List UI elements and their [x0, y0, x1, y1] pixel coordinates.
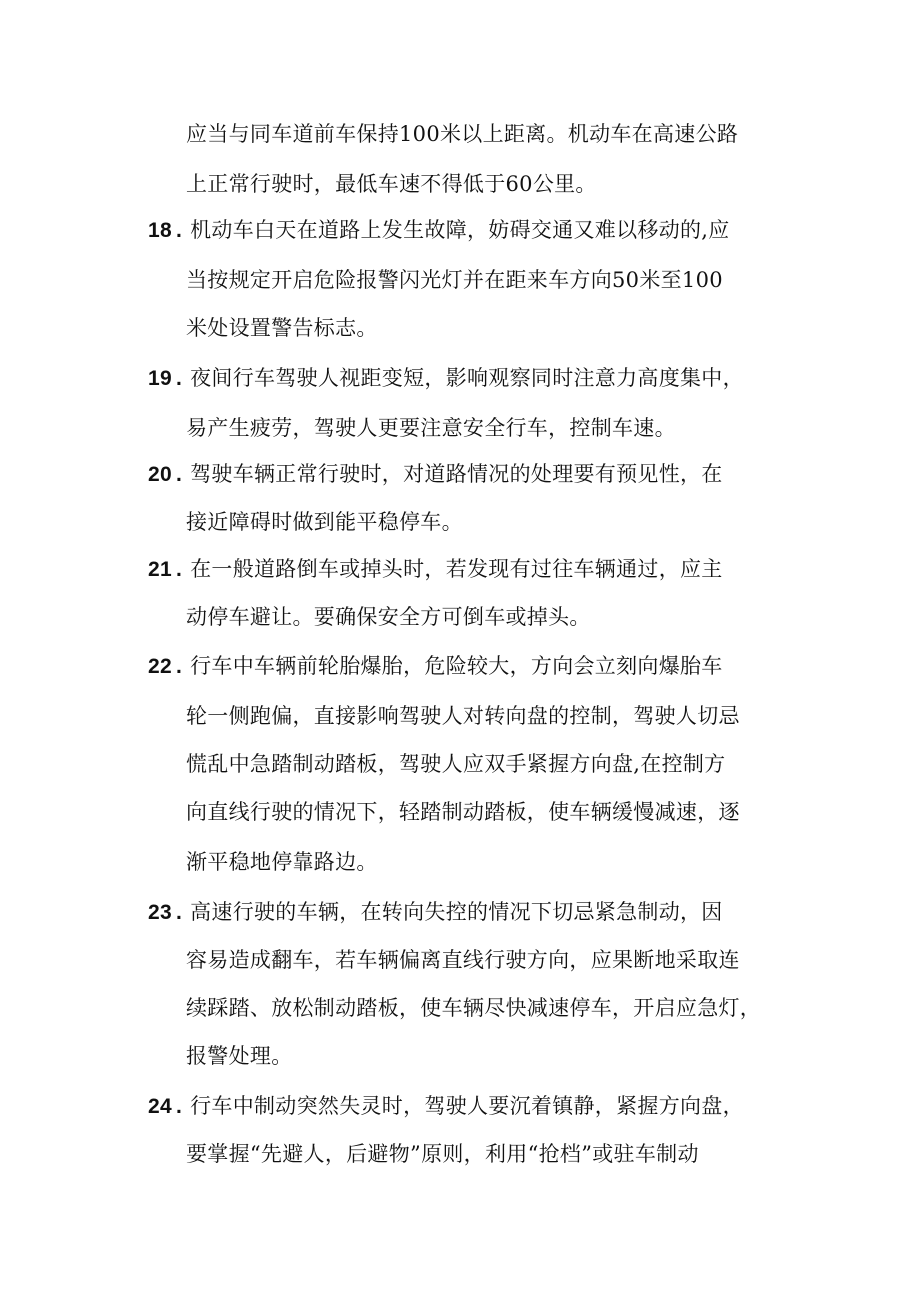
item-number: 23 — [148, 901, 172, 924]
item-line: 夜间行车驾驶人视距变短，影响观察同时注意力高度集中， — [190, 366, 744, 390]
item-line: 要掌握“先避人，后避物”原则，利用“抢档”或驻车制动 — [186, 1142, 699, 1166]
list-item-18: 18 . 机动车白天在道路上发生故障，妨碍交通又难以移动的,应 — [148, 218, 730, 242]
item-line: 报警处理。 — [186, 1044, 293, 1068]
item-line: 向直线行驶的情况下，轻踏制动踏板，使车辆缓慢减速，逐 — [186, 800, 740, 824]
item-number: 21 — [148, 558, 172, 581]
continuation-line: 应当与同车道前车保持100米以上距离。机动车在高速公路 — [186, 122, 739, 146]
item-number: 18 — [148, 219, 172, 242]
item-line: 在一般道路倒车或掉头时，若发现有过往车辆通过，应主 — [190, 557, 723, 581]
item-line: 容易造成翻车，若车辆偏离直线行驶方向，应果断地采取连 — [186, 948, 740, 972]
item-line: 当按规定开启危险报警闪光灯并在距来车方向50米至100 — [186, 268, 723, 292]
list-item-23: 23 . 高速行驶的车辆，在转向失控的情况下切忌紧急制动，因 — [148, 900, 723, 924]
item-line: 渐平稳地停靠路边。 — [186, 850, 378, 874]
item-number: 19 — [148, 367, 172, 390]
item-number: 20 — [148, 463, 172, 486]
item-line: 行车中制动突然失灵时，驾驶人要沉着镇静，紧握方向盘， — [190, 1094, 744, 1118]
item-number: 22 — [148, 655, 172, 678]
item-number: 24 — [148, 1095, 172, 1118]
item-line: 驾驶车辆正常行驶时，对道路情况的处理要有预见性，在 — [190, 462, 723, 486]
item-line: 轮一侧跑偏，直接影响驾驶人对转向盘的控制，驾驶人切忌 — [186, 704, 740, 728]
item-line: 动停车避让。要确保安全方可倒车或掉头。 — [186, 605, 591, 629]
list-item-22: 22 . 行车中车辆前轮胎爆胎，危险较大，方向会立刻向爆胎车 — [148, 654, 723, 678]
continuation-line: 上正常行驶时，最低车速不得低于60公里。 — [186, 172, 597, 196]
item-line: 米处设置警告标志。 — [186, 316, 378, 340]
item-line: 易产生疲劳，驾驶人更要注意安全行车，控制车速。 — [186, 416, 676, 440]
list-item-24: 24 . 行车中制动突然失灵时，驾驶人要沉着镇静，紧握方向盘， — [148, 1094, 744, 1118]
list-item-19: 19 . 夜间行车驾驶人视距变短，影响观察同时注意力高度集中， — [148, 366, 744, 390]
item-line: 行车中车辆前轮胎爆胎，危险较大，方向会立刻向爆胎车 — [190, 654, 723, 678]
item-line: 高速行驶的车辆，在转向失控的情况下切忌紧急制动，因 — [190, 900, 723, 924]
item-line: 续踩踏、放松制动踏板，使车辆尽快减速停车，开启应急灯， — [186, 996, 762, 1020]
item-line: 接近障碍时做到能平稳停车。 — [186, 510, 463, 534]
item-line: 机动车白天在道路上发生故障，妨碍交通又难以移动的,应 — [190, 218, 730, 242]
list-item-21: 21 . 在一般道路倒车或掉头时，若发现有过往车辆通过，应主 — [148, 557, 723, 581]
list-item-20: 20 . 驾驶车辆正常行驶时，对道路情况的处理要有预见性，在 — [148, 462, 723, 486]
item-line: 慌乱中急踏制动踏板，驾驶人应双手紧握方向盘,在控制方 — [186, 752, 726, 776]
